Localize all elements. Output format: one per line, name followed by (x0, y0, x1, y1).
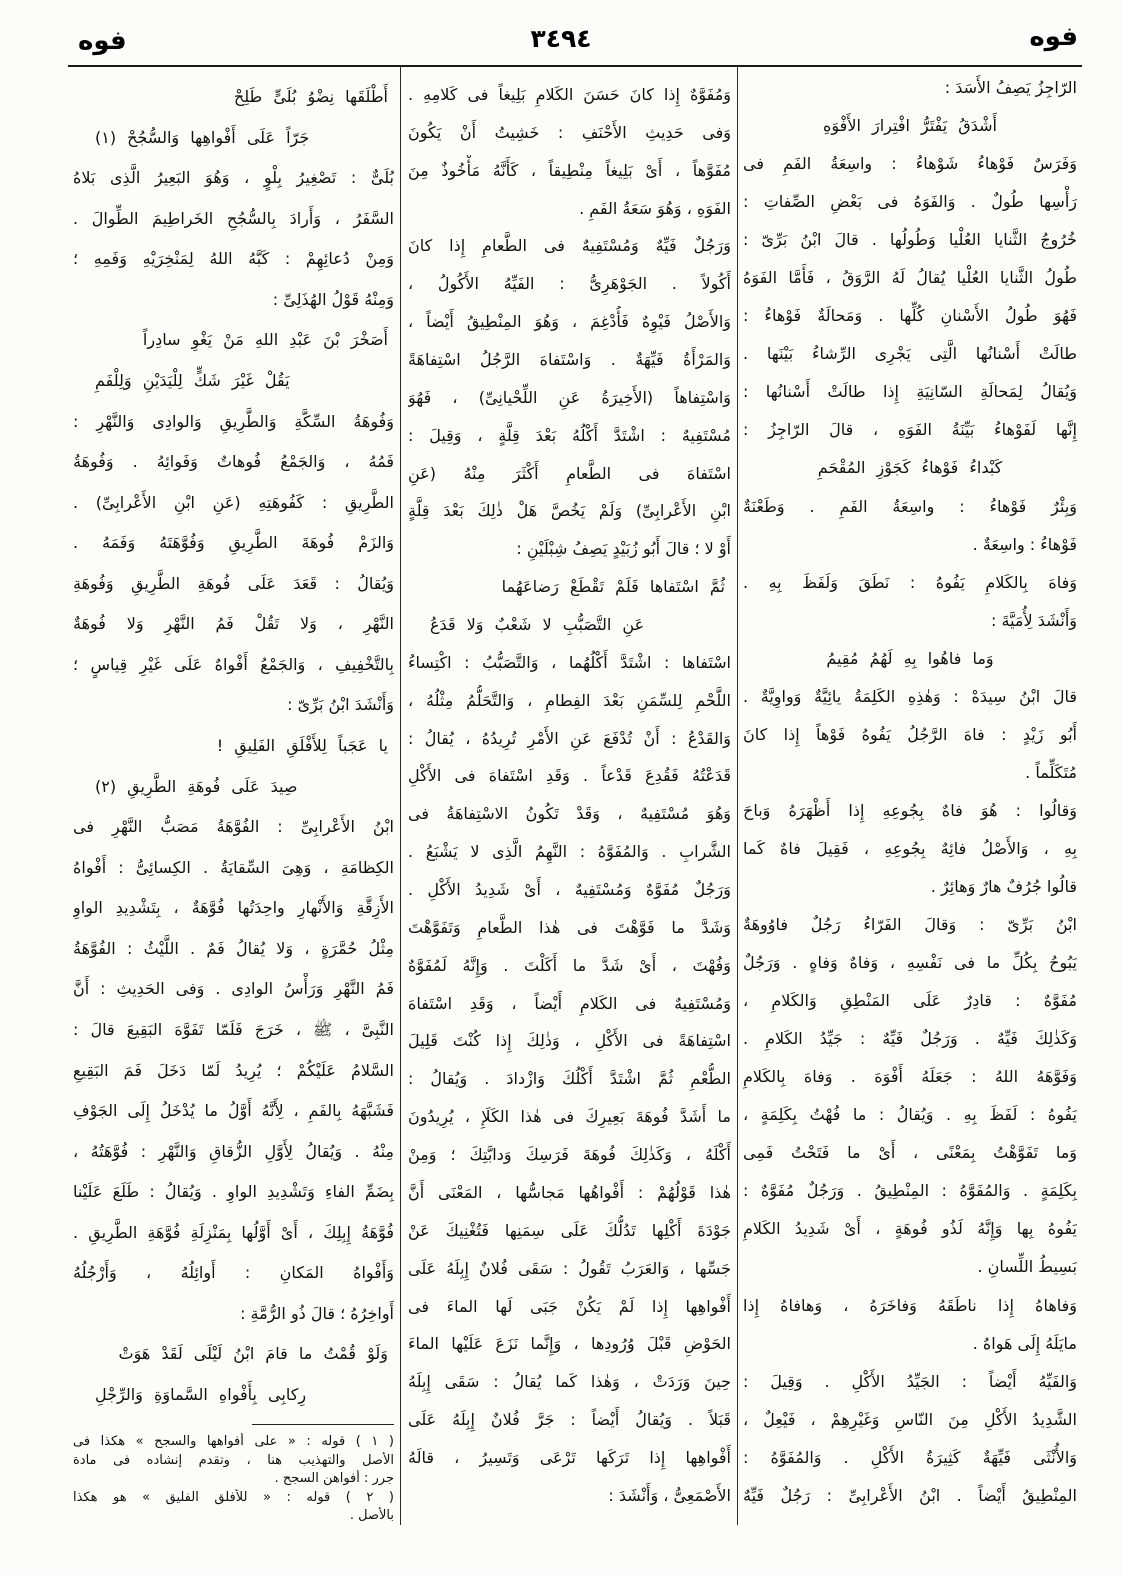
running-head-right: فوه (1029, 22, 1078, 52)
text-line: وَهُوَ مُسْتَفِيهٌ ، وَقَدْ تَكُونُ الاسْتِفاهَةُ فى (408, 804, 731, 824)
text-line: وَالقَدْعُ : أَنْ تُدْفَعَ عَنِ الأَمْرِ تُرِيدُهُ ، يُقالُ : (408, 728, 731, 748)
text-line: وَأَفْواهُ المَكانِ : أَوائِلُهُ ، وَأَرْجُلُهُ (73, 1263, 394, 1283)
text-line: يَفُوهُ : لَفَظَ بِهِ . وَيُقالُ : ما فُهْتُ بِكَلِمَةٍ ، (743, 1105, 1077, 1125)
text-line: ابْنُ الأَعْرابِىِّ : الفُوَّهَةُ مَصَبُّ النَّهْرِ فى (73, 817, 394, 837)
text-line: الكِظامَةِ ، وَهِىَ السِّقايَةُ . الكِسائِىُّ : أَفْواهُ (73, 857, 394, 877)
text-line: وَأَنْشَدَ ابْنُ بَرِّىّ : (287, 695, 394, 715)
footnote-line: الأصل والتهذيب هنا ، وتقدم إنشاده فى مادة (73, 1452, 394, 1468)
text-line: وَمِنْهُ قَوْلُ الهُذَلِىِّ : (272, 289, 394, 309)
text-line: فُوَّهَةُ إِبِلِكَ ، أَىْ أَوَّلُها بِمَنْزِلَةِ فُوَّهَةِ الطَّرِيقِ . (73, 1222, 394, 1242)
text-line: فَشَبَّهَهُ بِالفَمِ ، لِأَنَّهُ أَوَّلُ ما يُدْخَلُ إِلَى الجَوْفِ (73, 1101, 394, 1121)
text-line: مايَلَهُ إِلَى هَواهُ . (972, 1333, 1077, 1353)
text-line: فَمُهُ ، وَالجَمْعُ فُوهاتٌ وَفَوائِهُ . وَفُوهَةُ (73, 452, 394, 472)
text-line: الحَوْضِ قَبْلَ وُرُودِها ، وَإِنَّما نَزَعَ عَلَيْها الماءَ (408, 1334, 731, 1354)
text-line: وَمِنْ دُعائِهِمْ : كَبَّهُ اللهُ لِمَنْخِرَيْهِ وَفَمِهِ ؛ (73, 249, 394, 269)
verse-line: يا عَجَباً لِلأَفْلَقِ الفَلِيقِ ! (216, 736, 388, 755)
text-line: وَفُوهَةُ السِّكَّةِ وَالطَّرِيقِ وَالوادِى وَالنَّهْرِ : (73, 411, 394, 431)
text-line: قالَ ابْنُ سِيدَهْ : وَهٰذِهِ الكَلِمَةُ يائِيَّةٌ وَواوِيَّةٌ . (743, 686, 1077, 706)
text-line: الشَّدِيدُ الأَكْلِ مِنَ النّاسِ وَغَيْرِهِمْ ، فَيْعِلٌ ، (743, 1409, 1077, 1429)
text-line: وَالأَصْلُ فَيْوِهٌ فَأُدْغِمَ ، وَهُوَ المِنْطِيقُ أَيْضاً ، (408, 312, 731, 332)
text-line: وَالمَرْأَةُ فَيِّهَةٌ . وَاسْتَفاهَ الرَّجُلُ اسْتِفاهَةً (408, 350, 731, 370)
verse-line: ثُمَّ اسْتَفاها فَلَمْ تَقْطَعْ رَضاعَهُما (501, 577, 725, 597)
page-number: ٣٤٩٤ (530, 24, 592, 53)
text-line: النَّهْرِ ، وَلا تَقُلْ فَمُ النَّهْرِ وَلا فُوهَةٌ (73, 614, 394, 634)
text-line: قَدَعْتُهُ فَقُدِعَ قَدْعاً . وَقَدِ اسْتَفاهَ فى الأَكْلِ (408, 766, 731, 786)
text-line: بِكَلِمَةٍ . وَالمُفَوَّهُ : المِنْطِيقُ . وَرَجُلٌ مُفَوَّهٌ : (743, 1181, 1077, 1201)
text-line: وَرَجُلٌ فَيِّهٌ وَمُسْتَفِيهٌ فى الطَّعامِ إِذا كانَ (408, 236, 731, 256)
text-line: مُتَكَلِّماً . (1025, 762, 1077, 782)
text-line: وَكَذٰلِكَ فَيِّهٌ . وَرَجُلٌ فَيِّهٌ : جَيِّدُ الكَلامِ . (743, 1029, 1077, 1049)
text-line: وَيُقالُ لِمَحالَةِ السّانِيَةِ إِذا طالَتْ أَسْنانُها : (743, 382, 1077, 402)
text-line: الأَصْمَعِىُّ ، وَأَنْشَدَ : (608, 1485, 731, 1505)
verse-line: أَطْلَقَها نِضْوُ بُلَىٍّ طَلِحْ (233, 87, 388, 106)
footnote-line: ( ١ ) قوله : « على أفواهها والسجح » هكذا فى (73, 1434, 394, 1449)
footnote-line: ( ٢ ) قوله : « للأفلق الفليق » هو هكذا (73, 1489, 394, 1505)
header-rule (68, 65, 1082, 67)
text-line: وَبِئْرٌ فَوْهاءُ : واسِعَةُ الفَمِ . وَطَعْنَةٌ (743, 496, 1077, 516)
text-line: فَهُوَ طُولُ الأَسْنانِ كُلِّها . وَمَحالَةٌ فَوْهاءُ : (743, 306, 1077, 326)
text-line: وَرَجُلٌ مُفَوَّهٌ وَمُسْتَفِيهٌ ، أَىْ شَدِيدُ الأَكْلِ . (408, 880, 731, 900)
text-line: أَفْواهِها إِذا تَرَكَها تَرْعَى وَتَسِيرُ ، قالَهُ (408, 1447, 731, 1467)
verse-line: جَرّاً عَلَى أَفْواهِها وَالسُّجُحْ (١) (95, 127, 310, 147)
column-left (73, 81, 394, 1411)
text-line: وَشَدَّ ما فَوَّهْتَ فى هٰذا الطَّعامِ وَتَفَوَّهْتَ (408, 917, 731, 937)
verse-line: كَبْداءُ فَوْهاءُ كَجَوْزِ المُقْحَمِ (817, 458, 1003, 478)
text-line: اللَّحْمِ لِلسِّمَنِ بَعْدَ الفِطامِ ، وَالتَّحَلُّمُ مِثْلُهُ ، (408, 690, 731, 710)
text-line: أَوْ لا ؛ قالَ أَبُو زُبَيْدٍ يَصِفُ شِبْلَيْنِ : (516, 539, 731, 559)
verse-line: أَشْدَقُ يَفْتَرُّ افْتِرارَ الأَفْوَهِ (823, 116, 997, 136)
text-line: بُلَىٌّ : تَصْغِيرُ بِلْوٍ ، وَهُوَ البَعِيرُ الَّذِى بَلاهُ (73, 168, 394, 188)
text-line: الطَّرِيقِ : كَفُوهَتِهِ (عَنِ ابْنِ الأَعْرابِىِّ) . (73, 492, 394, 512)
text-line: ابْنُ بَرِّىّ : وَقالَ الفَرّاءُ رَجُلٌ فاوُوهَةٌ (743, 915, 1077, 935)
footnotes (73, 1433, 394, 1525)
text-line: هٰذا قَوْلُهُمْ : أَفْواهُها مَجاسُّها ، المَعْنَى أَنَّ (408, 1182, 731, 1202)
footnote-line: بالأصل . (349, 1508, 394, 1523)
text-line: مُسْتَفِيهٌ : اشْتَدَّ أَكْلُهُ بَعْدَ قِلَّةٍ ، وَقِيلَ : (408, 425, 731, 445)
text-line: بِالتَّخْفِيفِ ، وَالجَمْعُ أَفْواهٌ عَلَى غَيْرِ قِياسٍ ؛ (73, 654, 394, 674)
text-line: وَاسْتِفاهاً (الأَخِيرَةُ عَنِ اللِّحْيانِىِّ) ، فَهُوَ (408, 387, 731, 407)
text-line: قَبَلاً . وَيُقالُ أَيْضاً : جَرَّ فُلانٌ إِبِلَهُ عَلَى (408, 1410, 731, 1430)
text-line: اسْتَفاها : اشْتَدَّ أَكْلُهُما ، وَالتَّصَبُّبُ : اكْتِساءُ (408, 652, 731, 672)
text-line: ابْنِ الأَعْرابِىِّ) وَلَمْ يَخُصَّ هَلْ ذٰلِكَ بَعْدَ قِلَّةٍ (408, 501, 731, 521)
verse-line: صِيدَ عَلَى فُوهَةِ الطَّرِيقِ (٢) (95, 776, 298, 796)
text-line: وَأَنْشَدَ لِأُمَيَّةَ : (991, 610, 1077, 630)
text-line: مُفَوَّهٌ : قادِرٌ عَلَى المَنْطِقِ وَالكَلامِ ، (743, 991, 1077, 1011)
text-line: بَسِيطُ اللِّسانِ . (977, 1257, 1077, 1277)
text-line: بِضَمِّ الفاءِ وَتَشْدِيدِ الواوِ . وَيُقالُ : طَلَعَ عَلَيْنا (73, 1182, 394, 1202)
running-head-left: فوه (78, 26, 127, 56)
verse-line: رِكابِى بِأَفْواهِ السَّماوَةِ وَالرِّجْلِ (95, 1385, 307, 1404)
text-line: خُرُوجُ الثَّنايا العُلْيا وَطُولُها . قالَ ابْنُ بَرِّىّ : (743, 230, 1077, 250)
column-middle (408, 79, 731, 1512)
text-line: المِنْطِيقُ أَيْضاً . ابْنُ الأَعْرابِىِّ : رَجُلٌ فَيِّهٌ (743, 1485, 1077, 1505)
verse-line: وَلَوْ قُمْتُ ما قامَ ابْنُ لَيْلَى لَقَدْ هَوَتْ (118, 1344, 388, 1364)
text-line: وَفاهاهُ إِذا ناطَقَهُ وَفاخَرَهُ ، وَهافاهُ إِذا (743, 1295, 1077, 1315)
column-divider-left (400, 67, 401, 1525)
text-line: وَفَرَسٌ فَوْهاءُ شَوْهاءُ : واسِعَةُ الفَمِ فى (743, 154, 1077, 174)
text-line: ما أَشَدَّ فُوهَةَ بَعِيرِكَ فى هٰذا الكَلَإِ ، يُرِيدُونَ (408, 1107, 731, 1127)
text-line: إِنَّها لَفَوْهاءُ بَيِّنَةُ الفَوَهِ ، قالَ الرّاجِزُ : (743, 420, 1077, 440)
text-line: النَّبِىَّ ، ﷺ ، خَرَجَ فَلَمّا تَفَوَّهَ البَقِيعَ قالَ : (73, 1019, 394, 1039)
text-line: جَسِّها ، وَالعَرَبُ تَقُولُ : سَقَى فُلانٌ إِبِلَهُ عَلَى (408, 1258, 731, 1278)
text-line: وَيُقالُ : قَعَدَ عَلَى فُوهَةِ الطَّرِيقِ وَفُوهَةِ (73, 573, 394, 593)
text-line: يَبُوحُ بِكُلِّ ما فى نَفْسِهِ ، وَفاهٌ وَفاهٍ . وَرَجُلٌ (743, 953, 1077, 973)
text-line: وَالزَمْ فُوهَةَ الطَّرِيقِ وَفُوَّهَتَهُ وَفَمَهُ . (73, 533, 394, 553)
text-line: وَفَوَّهَهُ اللهُ : جَعَلَهُ أَفْوَهَ . وَفاهَ بِالكَلامِ (743, 1067, 1077, 1087)
text-line: أَكْلَهُ ، وَكَذٰلِكَ فُوهَةَ فَرَسِكَ وَدابَّتِكَ ؛ وَمِنْ (408, 1145, 731, 1165)
text-line: رَأْسِها طُولٌ . وَالفَوَهُ فى بَعْضِ الصِّفاتِ : (743, 192, 1077, 212)
text-line: قالُوا جُرُفٌ هارٌ وَهائِرٌ . (930, 876, 1077, 896)
text-line: الشَّرابِ . وَالمُفَوَّهُ : النَّهِمُ الَّذِى لا يَشْبَعُ . (408, 842, 731, 862)
text-line: وَالأُنْثَى فَيِّهَةٌ كَثِيرَةُ الأَكْلِ . وَالمُفَوَّهُ : (743, 1447, 1077, 1467)
text-line: السَّفَرُ ، وَأَرادَ بِالسُّجُحِ الخَراطِيمَ الطِّوالَ . (73, 208, 394, 228)
verse-line: عَنِ التَّصَبُّبِ لا شَعْبٌ وَلا قَدَعُ (430, 615, 645, 635)
text-line: مُفَوَّهاً ، أَىْ بَلِيغاً مِنْطِيقاً ، كَأَنَّهُ مَأْخُوذٌ مِنَ (408, 160, 731, 180)
text-line: فَمُ النَّهْرِ وَرَأْسُ الوادِى . وَفى الحَدِيثِ : أَنَّ (73, 979, 394, 999)
text-line: بِهِ ، وَالأَصْلُ فائِهٌ بِجُوعِهِ ، فَقِيلَ فاهٌ كَما (743, 838, 1077, 858)
text-line: وَفُهْتَ ، أَىْ شَدَّ ما أَكَلْتَ . وَإِنَّهُ لَمُفَوَّهٌ (408, 955, 731, 975)
text-line: الرّاجِزُ يَصِفُ الأَسَدَ : (944, 78, 1077, 97)
text-line: الأَزِقَّةِ وَالأَنْهارِ واحِدَتُها فُوَّهَةٌ ، بِتَشْدِيدِ الواوِ (73, 898, 394, 918)
column-divider-right (737, 67, 738, 1525)
text-line: وَمُسْتَفِيهٌ فى الكَلامِ أَيْضاً ، وَقَدِ اسْتَفاهَ (408, 993, 731, 1013)
text-line: وَمُفَوَّهٌ إِذا كانَ حَسَنَ الكَلامِ بَلِيغاً فى كَلامِهِ . (408, 85, 731, 104)
verse-line: أَصَخْرَ بْنَ عَبْدِ اللهِ مَنْ يَغْوِ سادِراً (142, 330, 388, 350)
text-line: أَفْواهِها إِذا لَمْ يَكُنْ جَبَى لَها الماءَ فى (408, 1296, 731, 1316)
text-line: وَفى حَدِيثِ الأَحْنَفِ : خَشِيتُ أَنْ يَكُونَ (408, 122, 731, 142)
text-line: السَّلامُ عَلَيْكُمْ ؛ يُرِيدُ لَمّا دَخَلَ فَمَ البَقِيعِ (73, 1060, 394, 1080)
text-line: أَبُو زَيْدٍ : فاهَ الرَّجُلُ يَفُوهُ فَوْهاً إِذا كانَ (743, 724, 1077, 744)
text-line: مِثْلُ حُمَّرَةٍ ، وَلا يُقالُ فَمٌ . اللَّيْثُ : الفُوَّهَةُ (73, 938, 394, 958)
text-line: حِينَ وَرَدَتْ ، وَهٰذا كَما يُقالُ : سَقَى إِبِلَهُ (408, 1372, 731, 1392)
text-line: طالَتْ أَسْنانُها الَّتِى يَجْرِى الرِّشاءُ بَيْنَها . (743, 344, 1077, 364)
text-line: وَفاهَ بِالكَلامِ يَفُوهُ : نَطَقَ وَلَفَظَ بِهِ . (743, 572, 1077, 592)
text-line: جَوْدَةَ أَكْلِها تَدُلُّكَ عَلَى سِمَنِها فَتُغْنِيكَ عَنْ (408, 1220, 731, 1240)
text-line: أَواخِرُهُ ؛ قالَ ذُو الرُّمَّةِ : (240, 1303, 394, 1323)
footnote-rule (252, 1424, 394, 1425)
text-line: اسْتَفاهَ فى الطَّعامِ أَكْثَرَ مِنْهُ (عَنِ (408, 463, 731, 483)
text-line: يَفُوهُ بِها وَإِنَّهُ لَذُو فُوهَةٍ ، أَىْ شَدِيدُ الكَلامِ (743, 1219, 1077, 1239)
text-line: اسْتِفاهَةً فى الأَكْلِ ، وَذٰلِكَ إِذا كُنْتَ قَلِيلَ (408, 1031, 731, 1051)
verse-line: وَما فاهُوا بِهِ لَهُمُ مُقِيمُ (826, 648, 994, 668)
text-line: وَما تَفَوَّهْتُ بِمَعْنًى ، أَىْ ما فَتَحْتُ فَمِى (743, 1143, 1077, 1163)
text-line: مِنْهُ . وَيُقالُ لِأَوَّلِ الزُّقاقِ وَالنَّهْرِ : فُوَّهَتُهُ ، (73, 1141, 394, 1161)
text-line: الفَوَهِ ، وَهُوَ سَعَةُ الفَمِ . (579, 198, 731, 218)
footnote-line: جرر : أفواهن السجح . (274, 1471, 394, 1486)
text-line: وَقالُوا : هُوَ فاهٌ بِجُوعِهِ إِذا أَظْهَرَهُ وَباحَ (743, 800, 1077, 820)
text-line: الطُّعْمِ ثُمَّ اشْتَدَّ أَكْلُكَ وَازْدادَ . وَيُقالُ : (408, 1069, 731, 1089)
text-line: فَوْهاءُ : واسِعَةٌ . (972, 534, 1077, 554)
text-line: وَالفَيِّهُ أَيْضاً : الجَيِّدُ الأَكْلِ . وَقِيلَ : (743, 1371, 1077, 1391)
text-line: أَكُولاً . الجَوْهَرِىُّ : الفَيِّهُ الأَكُولُ ، (408, 274, 731, 294)
text-line: طُولُ الثَّنايا العُلْيا يُقالُ لَهُ الرَّوَقُ ، فَأَمَّا الفَوَهُ (743, 268, 1077, 288)
column-right (743, 72, 1077, 1512)
verse-line: يَقُلْ غَيْرَ شَكٍّ لِلْيَدَيْنِ وَلِلْفَمِ (95, 370, 290, 390)
